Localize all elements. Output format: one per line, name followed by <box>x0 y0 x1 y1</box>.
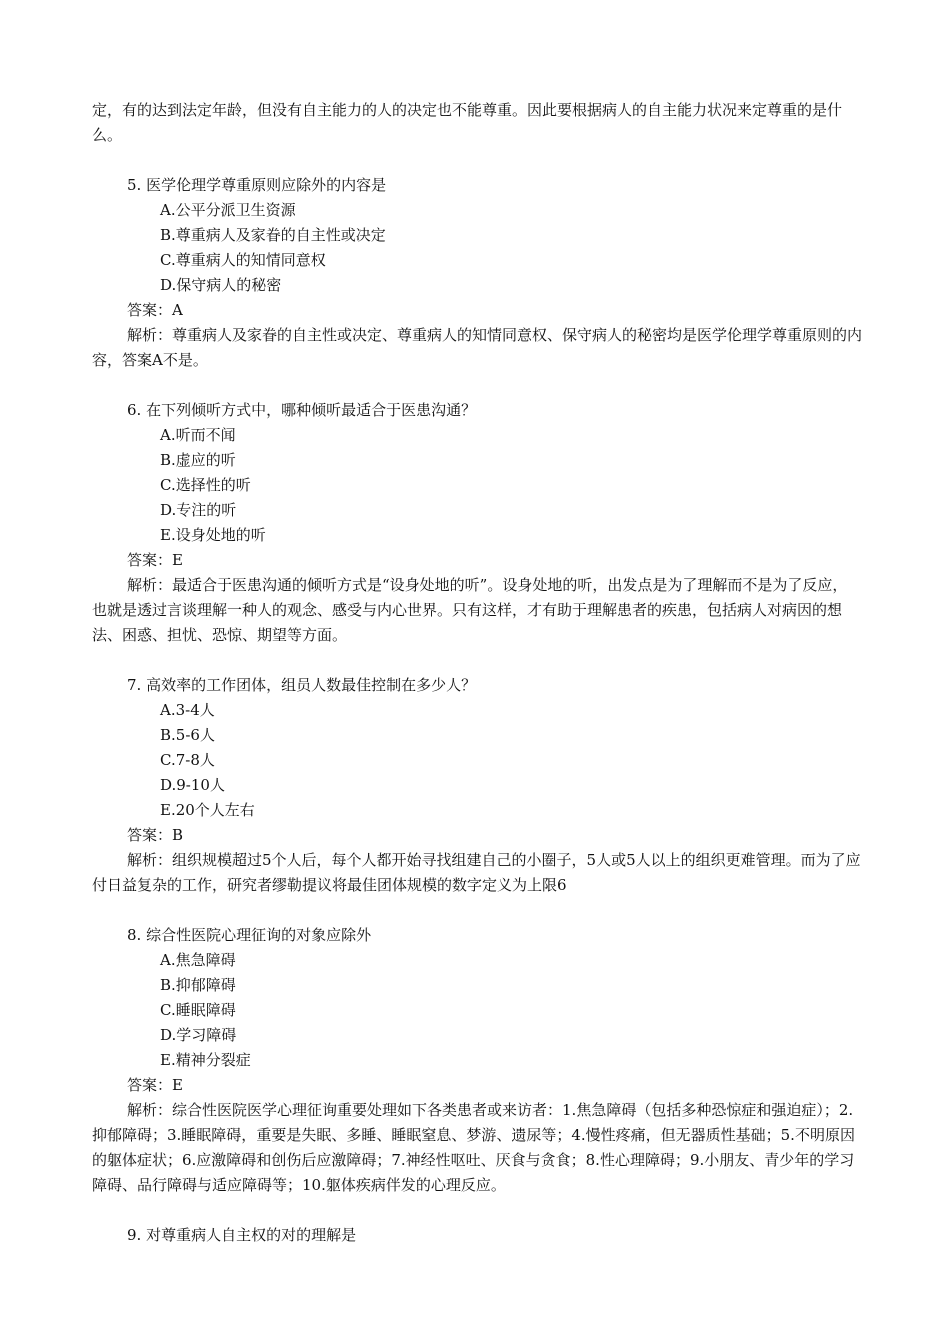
answer: 答案：A <box>127 301 183 319</box>
option: A.听而不闻 <box>160 426 236 444</box>
option: B.尊重病人及家眷的自主性或决定 <box>160 226 386 244</box>
question-block <box>92 398 862 648</box>
option: E.精神分裂症 <box>160 1051 251 1069</box>
option: E.20个人左右 <box>160 801 255 819</box>
analysis: 解析：综合性医院医学心理征询重要处理如下各类患者或来访者：1.焦急障碍（包括多种恐惊症和强迫症）；2.抑郁障碍；3.睡眠障碍，重要是失眠、多睡、睡眠窒息、梦游、遗尿等；4.慢性疼痛，但无器质性基础；5.不明原因的躯体症状；6.应激障碍和创伤后应激障碍；7.神经性呕吐、厌食与贪食；8.性心理障碍；9.小朋友、青少年的学习障碍、品行障碍与适应障碍等；10.躯体疾病伴发的心理反应。 <box>92 1101 855 1194</box>
answer: 答案：E <box>127 1076 183 1094</box>
option: C.尊重病人的知情同意权 <box>160 251 326 269</box>
question-text: 6. 在下列倾听方式中，哪种倾听最适合于医患沟通？ <box>127 401 477 419</box>
answer: 答案：B <box>127 826 184 844</box>
option: B.抑郁障碍 <box>160 976 236 994</box>
option: D.保守病人的秘密 <box>160 276 282 294</box>
question-block <box>92 673 862 898</box>
option: C.7-8人 <box>160 751 215 769</box>
question-text: 9. 对尊重病人自主权的对的理解是 <box>127 1226 357 1244</box>
analysis: 解析：尊重病人及家眷的自主性或决定、尊重病人的知情同意权、保守病人的秘密均是医学伦理学尊重原则的内容，答案A不是。 <box>92 326 863 369</box>
option: A.公平分派卫生资源 <box>160 201 296 219</box>
answer: 答案：E <box>127 551 183 569</box>
option: C.选择性的听 <box>160 476 251 494</box>
question-text: 7. 高效率的工作团体，组员人数最佳控制在多少人？ <box>127 676 477 694</box>
option: D.学习障碍 <box>160 1026 237 1044</box>
option: A.焦急障碍 <box>160 951 236 969</box>
option: B.虚应的听 <box>160 451 236 469</box>
option: A.3-4人 <box>160 701 215 719</box>
question-block <box>92 923 862 1198</box>
analysis: 解析：最适合于医患沟通的倾听方式是“设身处地的听”。设身处地的听，出发点是为了理解而不是为了反应，也就是透过言谈理解一种人的观念、感受与内心世界。只有这样，才有助于理解患者的疾患，包括病人对病因的想法、困惑、担忧、恐惊、期望等方面。 <box>92 576 848 644</box>
option: C.睡眠障碍 <box>160 1001 236 1019</box>
question-text: 8. 综合性医院心理征询的对象应除外 <box>127 926 372 944</box>
analysis: 解析：组织规模超过5个人后，每个人都开始寻找组建自己的小圈子，5人或5人以上的组织更难管理。而为了应付日益复杂的工作，研究者缪勒提议将最佳团体规模的数字定义为上限6 <box>92 851 861 894</box>
option: D.专注的听 <box>160 501 237 519</box>
question-text: 5. 医学伦理学尊重原则应除外的内容是 <box>127 176 387 194</box>
intro-paragraph: 定，有的达到法定年龄，但没有自主能力的人的决定也不能尊重。因此要根据病人的自主能力状况来定尊重的是什么。 <box>92 101 843 144</box>
option: E.设身处地的听 <box>160 526 266 544</box>
document-page <box>92 98 862 1248</box>
option: D.9-10人 <box>160 776 225 794</box>
question-block <box>92 173 862 373</box>
option: B.5-6人 <box>160 726 215 744</box>
